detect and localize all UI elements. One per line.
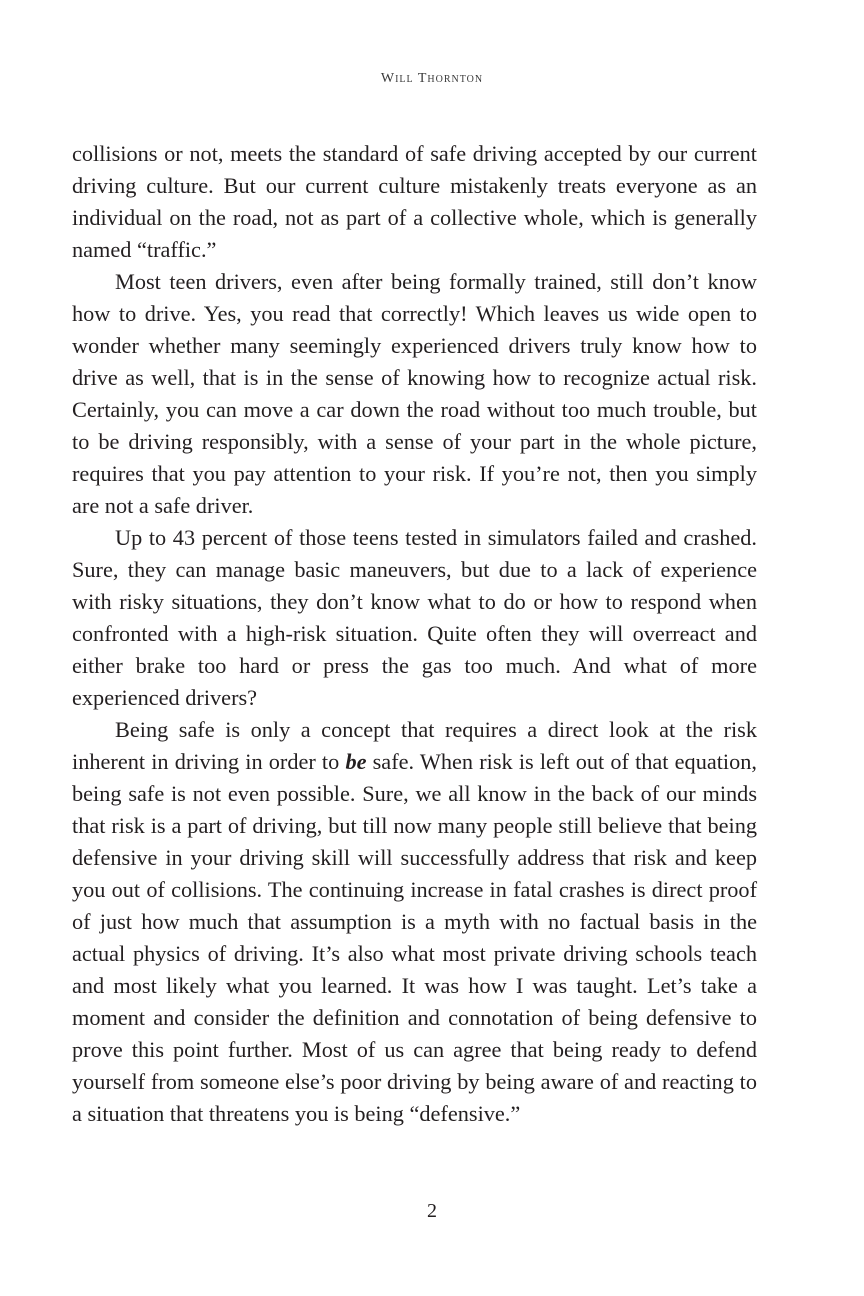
body-text [72, 138, 757, 1130]
paragraph-1: collisions or not, meets the standard of safe driving accepted by our current driving culture. But our current culture mistakenly treats everyone as an individual on the road, not as part of a collective whole, which is generally named “traffic.” [72, 141, 757, 262]
paragraph-2: Most teen drivers, even after being formally trained, still don’t know how to drive. Yes, you read that correctly! Which leaves us wide open to wonder whether many seemingly experienced drivers truly know how to drive as well, that is in the sense of knowing how to recognize actual risk. Certainly, you can move a car down the road without too much trouble, but to be driving responsibly, with a sense of your part in the whole picture, requires that you pay attention to your risk. If you’re not, then you simply are not a safe driver. [72, 269, 757, 518]
paragraph-3: Up to 43 percent of those teens tested in simulators failed and crashed. Sure, they can manage basic maneuvers, but due to a lack of experience with risky situations, they don’t know what to do or how to respond when confronted with a high-risk situation. Quite often they will overreact and either brake too hard or press the gas too much. And what of more experienced drivers? [72, 525, 757, 710]
paragraph-4-before: Being safe is only a concept that requires a direct look at the risk inherent in driving in order to [72, 717, 757, 774]
running-head: Will Thornton [380, 71, 484, 86]
paragraph-4-after: safe. When risk is left out of that equation, being safe is not even possible. Sure, we all know in the back of our minds that risk is a part of driving, but till now many people still believe that being defensive in your driving skill will successfully address that risk and keep you out of collisions. The continuing increase in fatal crashes is direct proof of just how much that assumption is a myth with no factual basis in the actual physics of driving. It’s also what most private driving schools teach and most likely what you learned. It was how I was taught. Let’s take a moment and consider the definition and connotation of being defensive to prove this point further. Most of us can agree that being ready to defend yourself from someone else’s poor driving by being aware of and reacting to a situation that threatens you is being “defensive.” [72, 749, 758, 1126]
paragraph-4 [72, 714, 757, 1130]
page-number: 2 [427, 1200, 437, 1222]
emphasis-be: be [345, 749, 367, 774]
